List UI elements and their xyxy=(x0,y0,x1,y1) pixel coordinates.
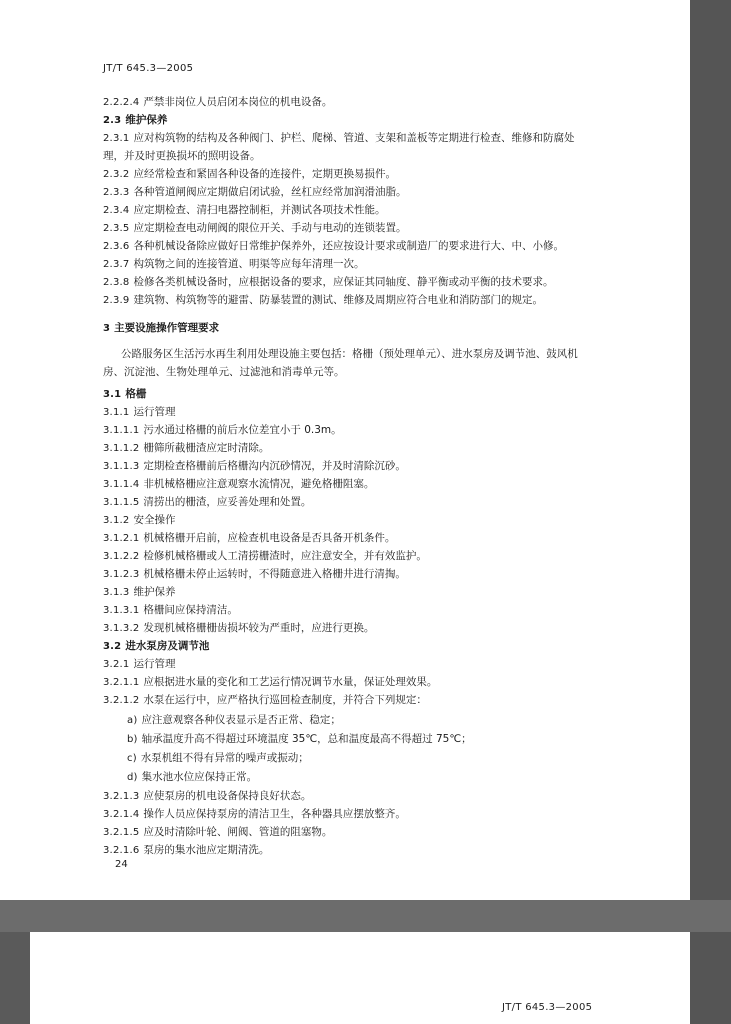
text-line xyxy=(103,693,427,708)
page-header-code: JT/T 645.3—2005 xyxy=(103,63,194,74)
clause-text: 公路服务区生活污水再生利用处理设施主要包括：格栅（预处理单元）、进水泵房及调节池、鼓风机 xyxy=(121,348,578,360)
clause-text: 格栅间应保持清洁。 xyxy=(143,604,238,616)
clause-text: 应使泵房的机电设备保持良好状态。 xyxy=(143,790,312,802)
text-line xyxy=(103,513,175,528)
clause-number: 2.3 xyxy=(103,115,122,126)
text-line xyxy=(103,387,146,402)
clause-number: 3.1.2.2 xyxy=(103,551,140,562)
text-line xyxy=(103,495,311,510)
clause-number: 3.2 xyxy=(103,641,122,652)
text-line xyxy=(103,321,219,336)
clause-number: 2.3.6 xyxy=(103,241,130,252)
text-line xyxy=(103,549,427,564)
clause-text: 清捞出的栅渣，应妥善处理和处置。 xyxy=(143,496,312,508)
clause-text: 应对构筑物的结构及各种阀门、护栏、爬梯、管道、支架和盖板等定期进行检查、维修和防腐处 xyxy=(133,132,575,144)
clause-number: 3.1 xyxy=(103,389,122,400)
clause-number: 3.2.1 xyxy=(103,659,130,670)
text-line xyxy=(127,770,257,785)
clause-number: a) xyxy=(127,715,138,726)
clause-text: 污水通过格栅的前后水位差宜小于 0.3m。 xyxy=(143,424,342,436)
clause-text: 发现机械格栅栅齿损坏较为严重时，应进行更换。 xyxy=(143,622,375,634)
clause-text: 构筑物之间的连接管道、明渠等应每年清理一次。 xyxy=(133,258,365,270)
clause-number: 3.2.1.1 xyxy=(103,677,140,688)
clause-number: c) xyxy=(127,753,137,764)
clause-text: 机械格栅未停止运转时，不得随意进入格栅井进行清掏。 xyxy=(143,568,406,580)
clause-number: 3.2.1.3 xyxy=(103,791,140,802)
text-line xyxy=(103,405,175,420)
clause-text: 栅筛所截栅渣应定时清除。 xyxy=(143,442,270,454)
text-line xyxy=(103,843,269,858)
clause-number: 2.3.3 xyxy=(103,187,130,198)
text-line xyxy=(103,603,238,618)
text-line xyxy=(103,531,395,546)
clause-number: 3.2.1.6 xyxy=(103,845,140,856)
clause-text: 机械格栅开启前，应检查机电设备是否具备开机条件。 xyxy=(143,532,396,544)
text-line xyxy=(103,477,374,492)
text-line xyxy=(103,459,406,474)
clause-number: 2.3.8 xyxy=(103,277,130,288)
text-line xyxy=(103,365,345,379)
clause-text: 维护保养 xyxy=(125,114,168,126)
clause-number: 3.2.1.4 xyxy=(103,809,140,820)
text-line xyxy=(127,713,341,728)
text-line xyxy=(103,585,175,600)
text-line xyxy=(103,825,332,840)
text-line xyxy=(103,257,364,272)
text-line xyxy=(103,185,406,200)
clause-number: 3.1.2 xyxy=(103,515,130,526)
clause-text: 泵房的集水池应定期清洗。 xyxy=(143,844,270,856)
text-line xyxy=(127,751,309,766)
clause-text: 操作人员应保持泵房的清洁卫生，各种器具应摆放整齐。 xyxy=(143,808,406,820)
clause-number: 3.1.3.1 xyxy=(103,605,140,616)
clause-text: 运行管理 xyxy=(133,658,176,670)
clause-number: 3.1.3 xyxy=(103,587,130,598)
clause-text: 严禁非岗位人员启闭本岗位的机电设备。 xyxy=(143,96,333,108)
clause-number: b) xyxy=(127,734,138,745)
next-page xyxy=(30,932,690,1024)
text-line xyxy=(103,203,385,218)
text-line xyxy=(103,789,311,804)
clause-number: 2.3.2 xyxy=(103,169,130,180)
text-line xyxy=(103,221,406,236)
text-line xyxy=(103,113,167,128)
clause-text: 应及时清除叶轮、闸阀、管道的阻塞物。 xyxy=(143,826,333,838)
clause-text: 进水泵房及调节池 xyxy=(125,640,210,652)
clause-text: 集水池水位应保持正常。 xyxy=(141,771,258,783)
text-line xyxy=(103,239,564,254)
text-line xyxy=(103,149,261,163)
clause-number: 3.1.1.1 xyxy=(103,425,140,436)
clause-text: 主要设施操作管理要求 xyxy=(114,322,220,334)
clause-number: 2.3.1 xyxy=(103,133,130,144)
text-line xyxy=(103,567,406,582)
clause-text: 轴承温度升高不得超过环境温度 35℃，总和温度最高不得超过 75℃； xyxy=(141,733,472,745)
text-line xyxy=(103,807,406,822)
clause-text: 房、沉淀池、生物处理单元、过滤池和消毒单元等。 xyxy=(103,366,345,378)
clause-text: 安全操作 xyxy=(133,514,176,526)
clause-number: 3.1.2.3 xyxy=(103,569,140,580)
clause-text: 水泵在运行中，应严格执行巡回检查制度，并符合下列规定： xyxy=(143,694,427,706)
clause-text: 应经常检查和紧固各种设备的连接件，定期更换易损件。 xyxy=(133,168,396,180)
clause-text: 应注意观察各种仪表显示是否正常、稳定； xyxy=(141,714,341,726)
clause-number: 3.1.1 xyxy=(103,407,130,418)
clause-text: 各种机械设备除应做好日常维护保养外，还应按设计要求或制造厂的要求进行大、中、小修。 xyxy=(133,240,564,252)
clause-text: 应定期检查、清扫电器控制柜，并测试各项技术性能。 xyxy=(133,204,386,216)
text-line xyxy=(121,347,578,361)
next-page-header-code: JT/T 645.3—2005 xyxy=(502,1002,593,1013)
clause-number: d) xyxy=(127,772,138,783)
text-line xyxy=(103,95,332,110)
clause-number: 3.2.1.2 xyxy=(103,695,140,706)
text-line xyxy=(103,293,543,308)
text-line xyxy=(127,732,472,747)
text-line xyxy=(103,275,553,290)
page-number: 24 xyxy=(115,859,128,870)
clause-text: 定期检查格栅前后格栅沟内沉砂情况，并及时清除沉砂。 xyxy=(143,460,406,472)
text-line xyxy=(103,621,374,636)
clause-number: 2.3.7 xyxy=(103,259,130,270)
clause-number: 2.3.4 xyxy=(103,205,130,216)
page-gap xyxy=(0,900,731,932)
text-line xyxy=(103,131,574,146)
viewer-background-strip xyxy=(690,0,731,1024)
clause-text: 各种管道闸阀应定期做启闭试验，丝杠应经常加润滑油脂。 xyxy=(133,186,407,198)
clause-text: 非机械格栅应注意观察水流情况，避免格栅阻塞。 xyxy=(143,478,375,490)
clause-text: 维护保养 xyxy=(133,586,176,598)
clause-text: 格栅 xyxy=(125,388,147,400)
text-line xyxy=(103,675,437,690)
text-line xyxy=(103,639,209,654)
text-line xyxy=(103,167,396,182)
clause-number: 2.2.2.4 xyxy=(103,97,140,108)
clause-text: 建筑物、构筑物等的避雷、防暴装置的测试、维修及周期应符合电业和消防部门的规定。 xyxy=(133,294,543,306)
clause-text: 检修各类机械设备时，应根据设备的要求，应保证其同轴度、静平衡或动平衡的技术要求。 xyxy=(133,276,554,288)
clause-number: 3 xyxy=(103,323,111,334)
clause-text: 应根据进水量的变化和工艺运行情况调节水量，保证处理效果。 xyxy=(143,676,438,688)
clause-number: 3.1.2.1 xyxy=(103,533,140,544)
clause-number: 3.1.1.2 xyxy=(103,443,140,454)
clause-number: 2.3.9 xyxy=(103,295,130,306)
clause-number: 2.3.5 xyxy=(103,223,130,234)
text-line xyxy=(103,423,342,438)
clause-text: 检修机械格栅或人工清捞栅渣时，应注意安全，并有效监护。 xyxy=(143,550,427,562)
clause-number: 3.1.1.4 xyxy=(103,479,140,490)
clause-text: 理，并及时更换损坏的照明设备。 xyxy=(103,150,261,162)
clause-number: 3.2.1.5 xyxy=(103,827,140,838)
clause-number: 3.1.3.2 xyxy=(103,623,140,634)
clause-text: 运行管理 xyxy=(133,406,176,418)
clause-text: 应定期检查电动闸阀的限位开关、手动与电动的连锁装置。 xyxy=(133,222,407,234)
text-line xyxy=(103,657,175,672)
clause-text: 水泵机组不得有异常的噪声或振动； xyxy=(140,752,309,764)
clause-number: 3.1.1.5 xyxy=(103,497,140,508)
clause-number: 3.1.1.3 xyxy=(103,461,140,472)
text-line xyxy=(103,441,269,456)
